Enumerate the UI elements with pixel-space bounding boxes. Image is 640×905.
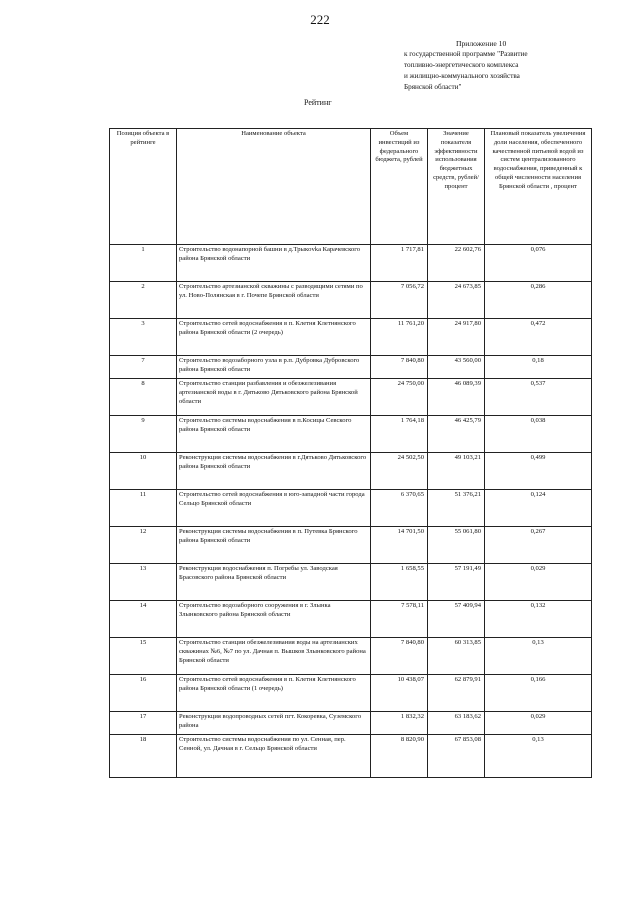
cell-name: Реконструкция водоснабжения п. Погребы ул. Заводская Брасовского района Брянской области [177,564,371,601]
cell-name: Строительство водонапорной башни в д.Трыкovka Карачевского района Брянской области [177,245,371,282]
page-number: 222 [310,12,330,27]
cell-indicator: 0,166 [485,675,592,712]
table-row [110,735,592,778]
table-row [110,638,592,675]
cell-efficiency: 46 089,39 [428,379,485,416]
cell-investment: 7 056,72 [371,282,428,319]
appendix-title: Приложение 10 [456,39,507,48]
cell-efficiency: 22 602,76 [428,245,485,282]
cell-investment: 24 502,50 [371,453,428,490]
table-row [110,453,592,490]
cell-name: Строительство системы водоснабжения по ул. Сенная, пер. Сенной, ул. Дачная в г. Сельцо Брянской области [177,735,371,778]
cell-position: 1 [110,245,177,282]
cell-name: Строительство артезианской скважины с разводящими сетями по ул. Ново-Полянская в г. Почепе Брянской области [177,282,371,319]
cell-name: Строительство сетей водоснабжения в п. Клетня Клетнянского района Брянской области (1 очередь) [177,675,371,712]
cell-investment: 24 750,00 [371,379,428,416]
cell-investment: 6 370,65 [371,490,428,527]
cell-name: Строительство сетей водоснабжения в юго-западной части города Сельцо Брянской области [177,490,371,527]
header-investment: Объем инвестиций из федерального бюджета, рублей [371,129,428,245]
cell-investment: 10 438,07 [371,675,428,712]
appendix-line: и жилищно-коммунального хозяйства [404,72,520,80]
cell-name: Реконструкция системы водоснабжения в п. Путевка Брянского района Брянской области [177,527,371,564]
cell-indicator: 0,267 [485,527,592,564]
table-row [110,712,592,735]
cell-indicator: 0,499 [485,453,592,490]
cell-name: Строительство системы водоснабжения в п.Косицы Севского района Брянской области [177,416,371,453]
table-row [110,527,592,564]
cell-indicator: 0,029 [485,564,592,601]
cell-position: 8 [110,379,177,416]
header-indicator: Плановый показатель увеличения доли населения, обеспеченного качественной питьевой водой из систем централизованного водоснабжения, приведенный к общей численности населения Брянской области , процент [485,129,592,245]
cell-efficiency: 57 409,94 [428,601,485,638]
appendix-line: топливно-энергетического комплекса [404,61,519,69]
table-row [110,356,592,379]
cell-position: 11 [110,490,177,527]
cell-efficiency: 43 560,00 [428,356,485,379]
table-row [110,490,592,527]
cell-indicator: 0,472 [485,319,592,356]
appendix-block [404,38,624,93]
table-row [110,564,592,601]
appendix-line: к государственной программе "Развитие [404,50,528,58]
table-body [110,245,592,778]
cell-efficiency: 60 313,85 [428,638,485,675]
cell-position: 15 [110,638,177,675]
cell-efficiency: 46 425,79 [428,416,485,453]
cell-position: 7 [110,356,177,379]
cell-name: Реконструкция системы водоснабжения в г.Дятьково Дятьковского района Брянской области [177,453,371,490]
appendix-line: Брянской области" [404,83,462,91]
cell-position: 2 [110,282,177,319]
cell-efficiency: 55 061,80 [428,527,485,564]
table-row [110,416,592,453]
cell-name: Строительство станции обезжелезивания воды на артезианских скважинах №6, №7 по ул. Дачная п. Вышков Злынковского района Брянской области [177,638,371,675]
cell-position: 12 [110,527,177,564]
cell-investment: 7 840,80 [371,638,428,675]
cell-indicator: 0,076 [485,245,592,282]
cell-efficiency: 24 673,85 [428,282,485,319]
cell-efficiency: 62 879,91 [428,675,485,712]
header-position: Позиция объекта в рейтинге [110,129,177,245]
rating-heading: Рейтинг [304,98,332,107]
cell-indicator: 0,286 [485,282,592,319]
cell-name: Строительство сетей водоснабжения в п. Клетня Клетнянского района Брянской области (2 очередь) [177,319,371,356]
table-row [110,675,592,712]
cell-indicator: 0,029 [485,712,592,735]
cell-name: Строительство водозаборного сооружения в г. Злынка Злынковского района Брянской области [177,601,371,638]
table-row [110,319,592,356]
cell-investment: 1 658,55 [371,564,428,601]
header-efficiency: Значение показателя эффективности использования бюджетных средств, рублей/процент [428,129,485,245]
table-row [110,282,592,319]
cell-position: 9 [110,416,177,453]
table-row [110,379,592,416]
cell-investment: 11 761,20 [371,319,428,356]
cell-efficiency: 63 183,62 [428,712,485,735]
cell-investment: 7 578,11 [371,601,428,638]
cell-position: 10 [110,453,177,490]
cell-efficiency: 49 103,21 [428,453,485,490]
cell-efficiency: 57 191,49 [428,564,485,601]
cell-name: Реконструкция водопроводных сетей пгт. Кокоревка, Суземского района [177,712,371,735]
table-row [110,245,592,282]
cell-position: 3 [110,319,177,356]
cell-position: 16 [110,675,177,712]
cell-investment: 8 820,90 [371,735,428,778]
cell-efficiency: 24 917,80 [428,319,485,356]
cell-position: 14 [110,601,177,638]
cell-indicator: 0,13 [485,735,592,778]
header-name: Наименование объекта [177,129,371,245]
cell-efficiency: 51 376,21 [428,490,485,527]
cell-investment: 7 840,80 [371,356,428,379]
cell-name: Строительство станции разбавления и обезжелезивания артезианской воды в г. Дятьково Дятьковского района Брянской области [177,379,371,416]
cell-indicator: 0,132 [485,601,592,638]
cell-indicator: 0,537 [485,379,592,416]
cell-indicator: 0,124 [485,490,592,527]
cell-indicator: 0,038 [485,416,592,453]
cell-indicator: 0,13 [485,638,592,675]
cell-investment: 1 764,18 [371,416,428,453]
cell-position: 13 [110,564,177,601]
cell-position: 18 [110,735,177,778]
rating-table [109,128,592,778]
cell-investment: 1 717,81 [371,245,428,282]
cell-investment: 14 701,50 [371,527,428,564]
cell-investment: 1 832,32 [371,712,428,735]
cell-indicator: 0,18 [485,356,592,379]
cell-name: Строительство водозаборного узла в р.п. Дубровка Дубровского района Брянской области [177,356,371,379]
cell-efficiency: 67 853,08 [428,735,485,778]
cell-position: 17 [110,712,177,735]
table-header-row [110,129,592,245]
table-row [110,601,592,638]
